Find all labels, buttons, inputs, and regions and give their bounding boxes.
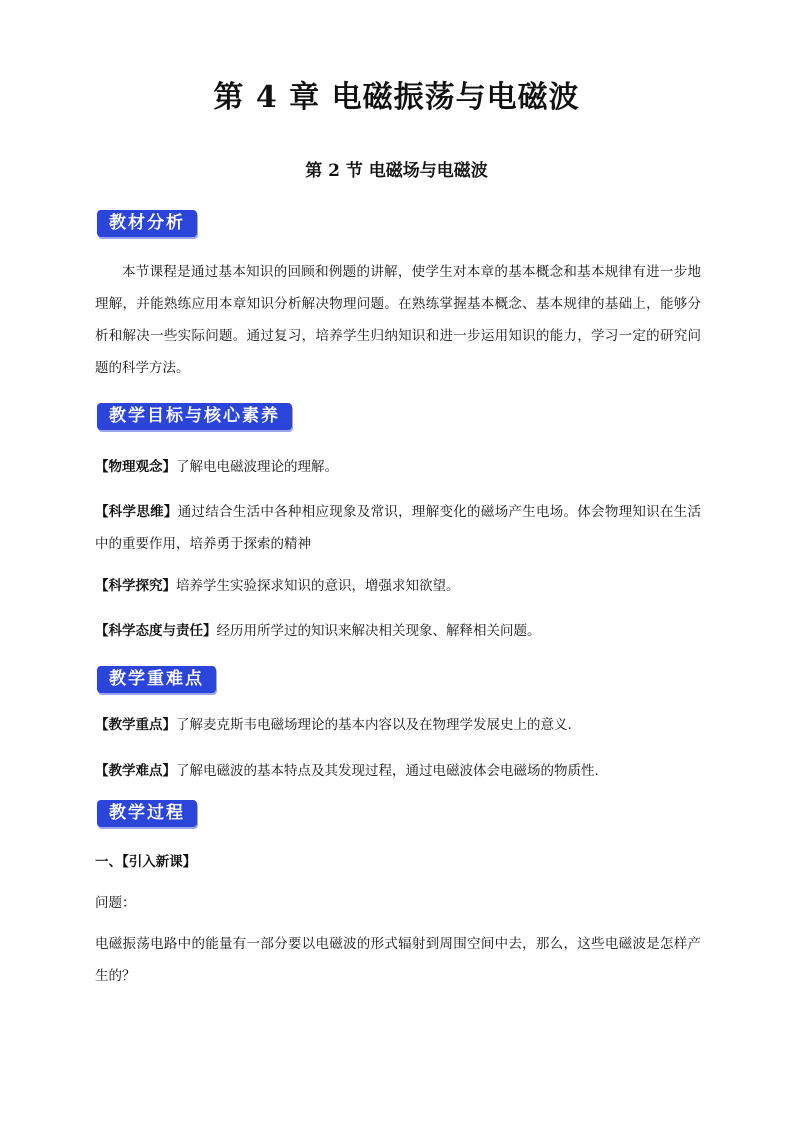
badge-objectives: 教学目标与核心素养	[97, 403, 292, 430]
process-heading	[95, 846, 701, 878]
badge-textbook-analysis: 教材分析	[97, 210, 197, 237]
objective-scientific-thinking	[95, 496, 701, 560]
key-point-label: 【教学难点】	[95, 763, 176, 779]
analysis-paragraph: 本节课程是通过基本知识的回顾和例题的讲解，使学生对本章的基本概念和基本规律有进一步地理解，并能熟练应用本章知识分析解决物理问题。在熟练掌握基本概念、基本规律的基础上，能够分析和解决一些实际问题。通过复习，培养学生归纳知识和进一步运用知识的能力，学习一定的研究问题的科学方法。	[95, 264, 701, 376]
objective-text: 培养学生实验探求知识的意识，增强求知欲望。	[176, 578, 460, 594]
question-label: 问题：	[95, 895, 136, 911]
objective-physics-concept	[95, 451, 701, 483]
chapter-title: 第 4 章 电磁振荡与电磁波	[213, 80, 580, 115]
badge-key-points: 教学重难点	[97, 666, 216, 693]
key-point-difficulty	[95, 755, 701, 787]
question-paragraph: 电磁振荡电路中的能量有一部分要以电磁波的形式辐射到周围空间中去，那么，这些电磁波是怎样产生的？	[95, 936, 701, 984]
objective-label: 【科学思维】	[95, 504, 178, 520]
objective-text: 了解电电磁波理论的理解。	[176, 459, 338, 475]
objective-label: 【科学态度与责任】	[95, 623, 217, 639]
key-point-text: 了解麦克斯韦电磁场理论的基本内容以及在物理学发展史上的意义.	[176, 717, 572, 733]
badge-teaching-process: 教学过程	[97, 800, 197, 827]
objective-label: 【物理观念】	[95, 459, 176, 475]
objective-label: 【科学探究】	[95, 578, 176, 594]
objective-scientific-inquiry	[95, 570, 701, 602]
key-point-focus	[95, 709, 701, 741]
key-point-text: 了解电磁波的基本特点及其发现过程，通过电磁波体会电磁场的物质性.	[176, 763, 599, 779]
section-title: 第 2 节 电磁场与电磁波	[305, 161, 488, 181]
objective-text: 通过结合生活中各种相应现象及常识，理解变化的磁场产生电场。体会物理知识在生活中的重要作用，培养勇于探索的精神	[95, 504, 702, 552]
process-heading-text: 一、【引入新课】	[95, 854, 197, 870]
key-point-label: 【教学重点】	[95, 717, 176, 733]
objective-attitude-responsibility	[95, 615, 701, 647]
objective-text: 经历用所学过的知识来解决相关现象、解释相关问题。	[216, 623, 541, 639]
